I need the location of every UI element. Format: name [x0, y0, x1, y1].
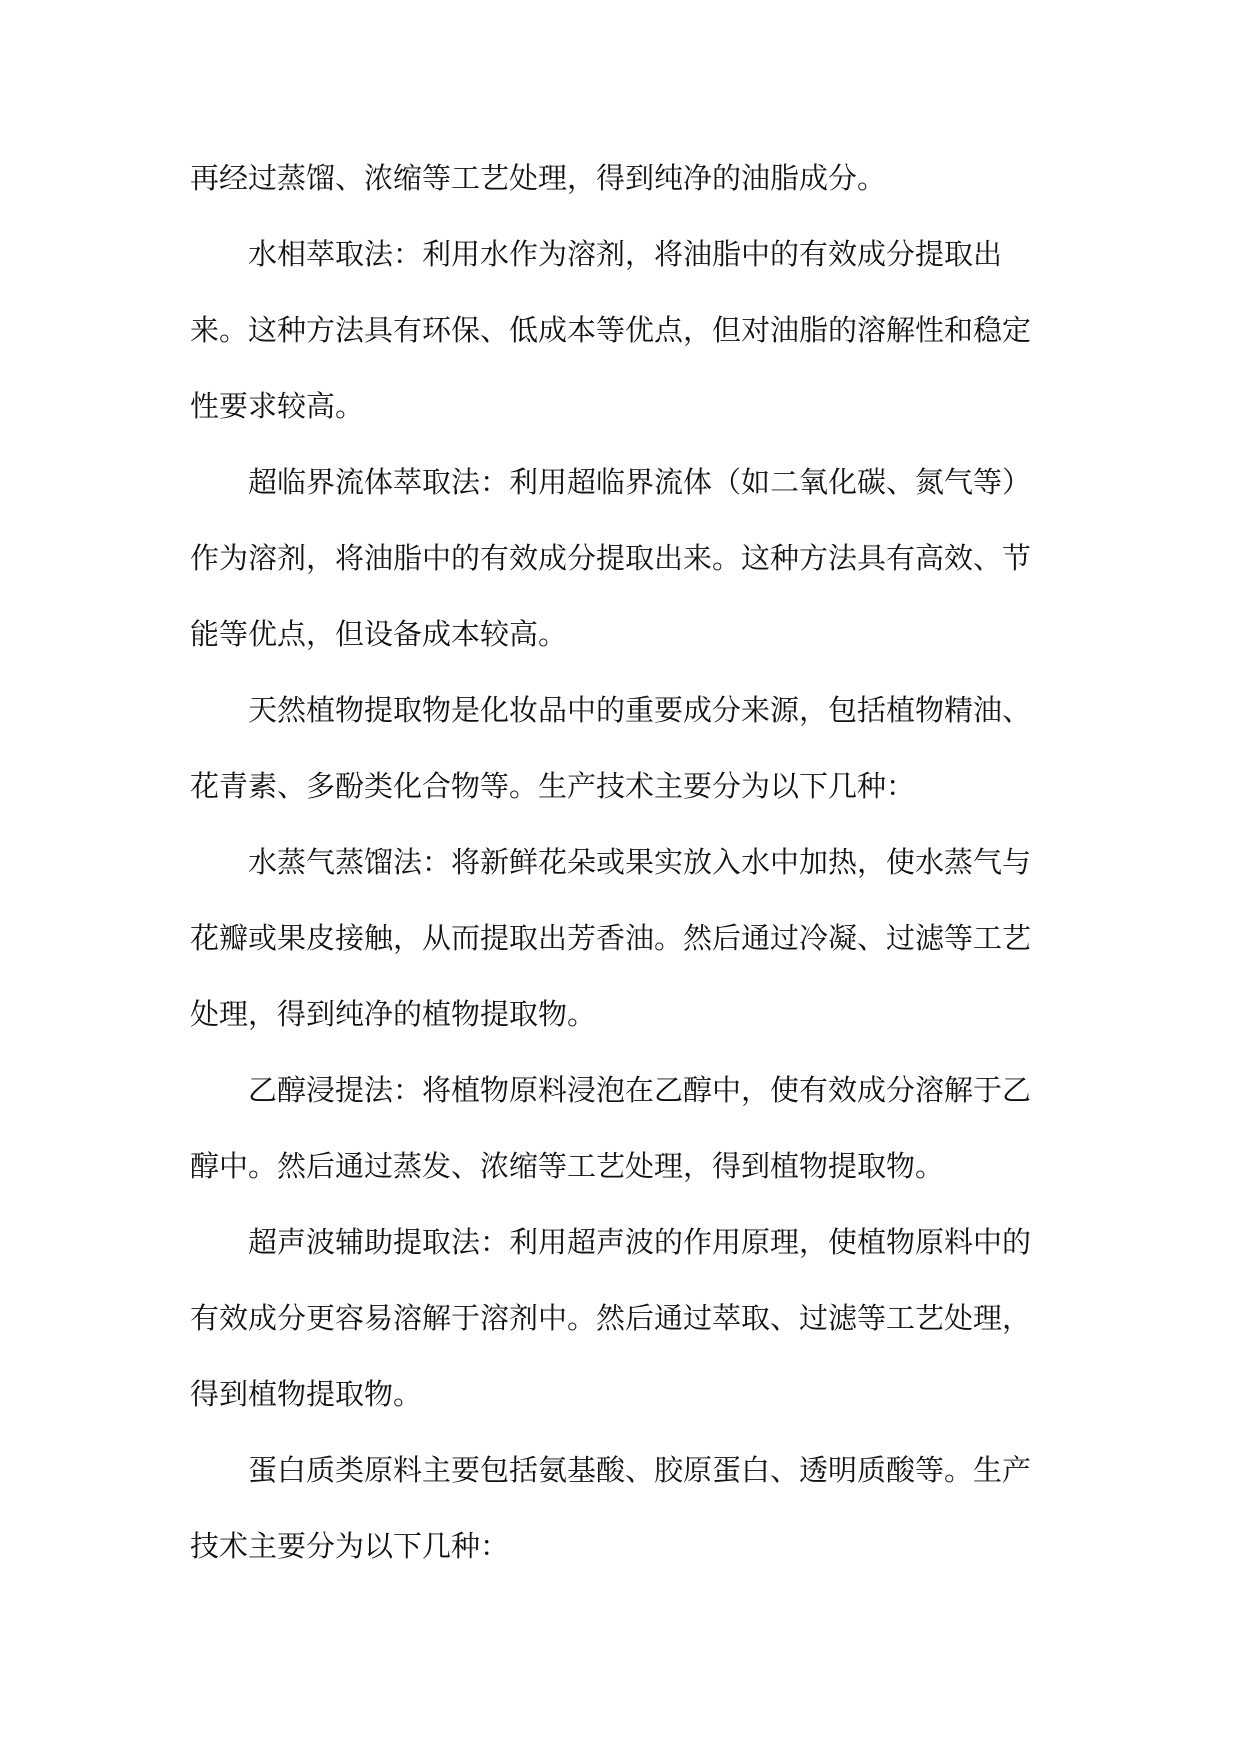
paragraph-ultrasonic-extraction: 超声波辅助提取法：利用超声波的作用原理，使植物原料中的有效成分更容易溶解于溶剂中。然后通过萃取、过滤等工艺处理，得到植物提取物。	[190, 1225, 1032, 1411]
paragraph-supercritical-extraction: 超临界流体萃取法：利用超临界流体（如二氧化碳、氮气等）作为溶剂，将油脂中的有效成分提取出来。这种方法具有高效、节能等优点，但设备成本较高。	[190, 465, 1032, 651]
paragraph-ethanol-extraction: 乙醇浸提法：将植物原料浸泡在乙醇中，使有效成分溶解于乙醇中。然后通过蒸发、浓缩等工艺处理，得到植物提取物。	[190, 1073, 1032, 1183]
paragraph-steam-distillation: 水蒸气蒸馏法：将新鲜花朵或果实放入水中加热，使水蒸气与花瓣或果皮接触，从而提取出芳香油。然后通过冷凝、过滤等工艺处理，得到纯净的植物提取物。	[190, 845, 1032, 1031]
paragraph-plant-extracts: 天然植物提取物是化妆品中的重要成分来源，包括植物精油、花青素、多酚类化合物等。生产技术主要分为以下几种：	[190, 693, 1032, 803]
paragraph-aqueous-extraction: 水相萃取法：利用水作为溶剂，将油脂中的有效成分提取出来。这种方法具有环保、低成本等优点，但对油脂的溶解性和稳定性要求较高。	[190, 237, 1032, 423]
paragraph-continuation: 再经过蒸馏、浓缩等工艺处理，得到纯净的油脂成分。	[190, 161, 887, 195]
document-body	[190, 140, 1050, 1584]
paragraph-protein-materials: 蛋白质类原料主要包括氨基酸、胶原蛋白、透明质酸等。生产技术主要分为以下几种：	[190, 1453, 1032, 1563]
